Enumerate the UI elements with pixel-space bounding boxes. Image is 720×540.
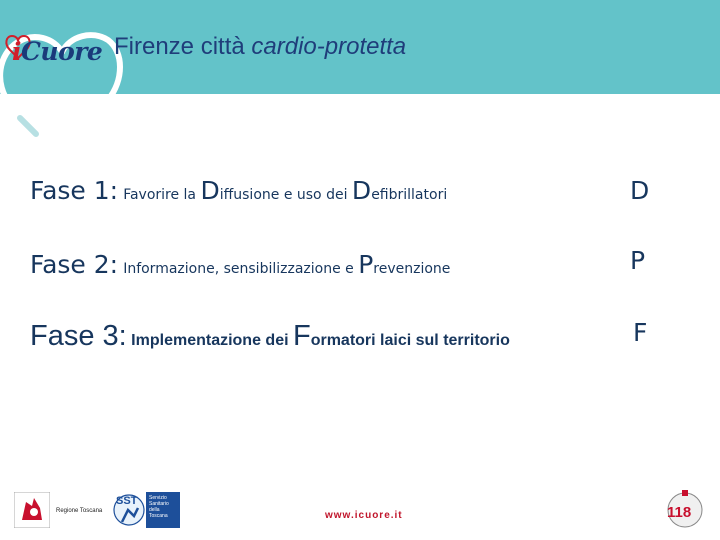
phase-2-label: Fase 2:	[30, 250, 119, 279]
regione-toscana-logo-icon	[14, 492, 50, 528]
regione-toscana-label: Regione Toscana	[56, 508, 103, 514]
phase-1-cap-d2: D	[351, 176, 372, 205]
heart-outline-icon	[0, 0, 130, 150]
sst-logo-icon	[112, 490, 146, 528]
sst-box-line-2: Sanitario	[149, 501, 169, 507]
logo-text-cuore: Cuore	[21, 37, 103, 66]
sst-logo-text: SST	[116, 495, 138, 507]
sst-box-line-3: della	[149, 507, 160, 513]
icuore-logo	[2, 30, 103, 70]
phase-3-label: Fase 3:	[30, 320, 127, 352]
phase-3-row	[30, 320, 510, 353]
phase-1-text-b: iffusione e uso dei	[219, 187, 352, 203]
phase-2-text-a: Informazione, sensibilizzazione e	[123, 261, 359, 277]
website-link[interactable]: www.icuore.it	[325, 510, 403, 521]
sst-box-line-4: Toscana	[149, 513, 168, 519]
phase-2-cap-p: P	[358, 250, 374, 279]
phase-3-letter: F	[633, 318, 648, 347]
phase-1-text-c: efibrillatori	[371, 187, 448, 203]
logo-text-i: i	[12, 37, 21, 66]
phase-2-letter: P	[630, 246, 646, 275]
phase-3-text-b: ormatori laici sul territorio	[310, 332, 510, 349]
phase-1-cap-d1: D	[200, 176, 220, 205]
page-title	[114, 33, 406, 61]
emergency-118-icon	[660, 488, 710, 528]
title-plain: Firenze città	[114, 33, 245, 60]
title-italic: cardio-protetta	[251, 33, 407, 60]
emergency-number: 118	[667, 504, 692, 521]
phase-1-letter: D	[630, 176, 650, 205]
logo-text	[12, 37, 102, 66]
sst-box-line-1: Servizio	[149, 495, 167, 501]
phase-1-row	[30, 176, 447, 205]
sst-name-box	[146, 492, 180, 528]
phase-3-cap-f: F	[292, 320, 311, 352]
phase-2-row	[30, 250, 450, 279]
phase-1-label: Fase 1:	[30, 176, 119, 205]
phase-1-text-a: Favorire la	[123, 187, 201, 203]
phase-2-text-b: revenzione	[373, 261, 451, 277]
phase-3-text-a: Implementazione dei	[131, 332, 293, 349]
